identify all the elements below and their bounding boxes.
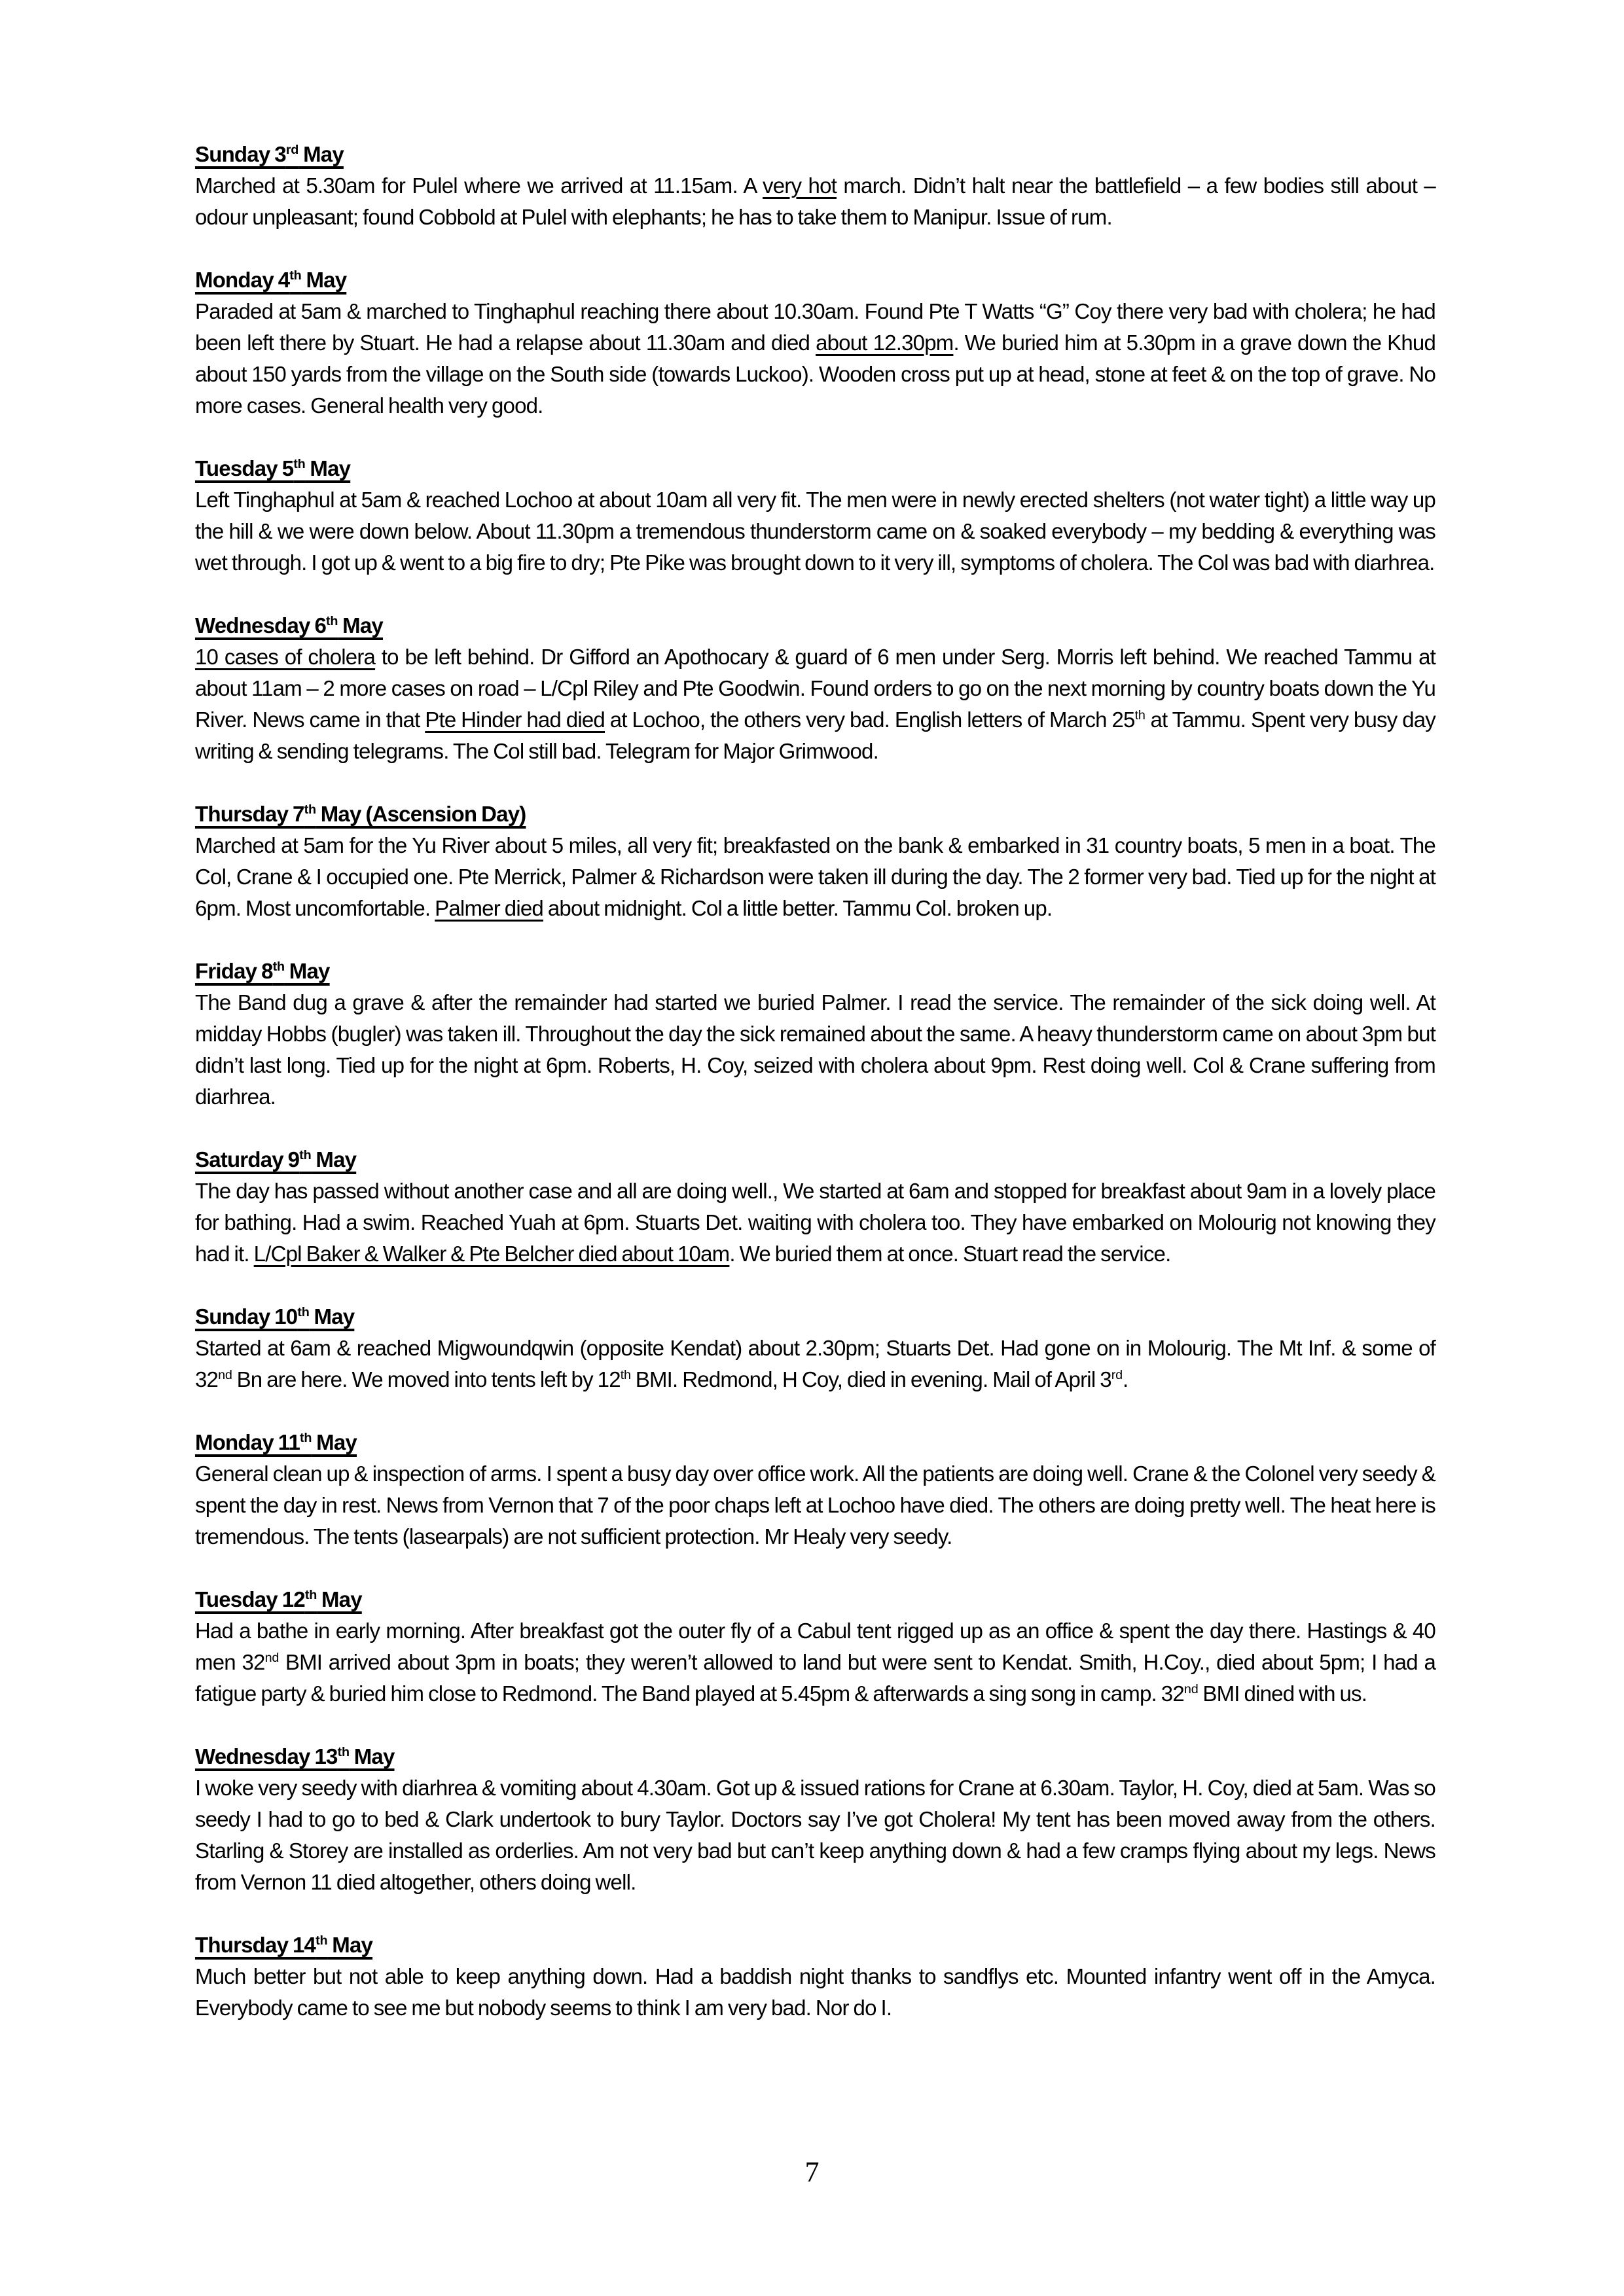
entry-date-text (195, 1744, 395, 1768)
text-run: The Band dug a grave & after the remainder had started we buried Palmer. I read the service. The remainder of the sick doing well. At midday Hobbs (bugler) was taken ill. Throughout the day the sick remained about the same. A heavy thunderstorm came on about 3pm but didn’t last long. Tied up for the night at 6pm. Roberts, H. Coy, seized with cholera about 9pm. Rest doing well. Col & Crane suffering from diarhrea. (195, 990, 1435, 1109)
diary-entry-wednesday-13th-may (195, 1741, 1435, 1898)
ordinal-superscript: th (299, 1148, 312, 1162)
ordinal-superscript: th (293, 457, 306, 471)
ordinal-superscript: th (272, 960, 285, 974)
text-run: Wednesday 13 (195, 1744, 338, 1768)
text-run: . We buried them at once. Stuart read the service. (729, 1242, 1171, 1266)
entry-date-heading (195, 1144, 1435, 1175)
entry-date-heading (195, 1427, 1435, 1458)
text-run: Saturday 9 (195, 1147, 300, 1172)
entry-date-text (195, 613, 383, 637)
text-run: Marched at 5.30am for Pulel where we arrived at 11.15am. A (195, 173, 763, 198)
text-run: The day has passed without another case and all are doing well., We started at 6am and stopped for breakfast about 9am in a lovely place for bathing. Had a swim. Reached Yuah at 6pm. Stuarts Det. waiting with cholera too. They have embarked on Molourig not knowing they had it. (195, 1179, 1435, 1266)
ordinal-superscript: th (304, 802, 316, 817)
text-run: Tuesday 12 (195, 1587, 305, 1611)
text-run: May (284, 959, 330, 983)
entry-date-heading (195, 264, 1435, 296)
entry-body-text (195, 987, 1435, 1113)
entry-date-heading (195, 1584, 1435, 1615)
text-run: Tuesday 5 (195, 456, 294, 480)
entry-date-heading (195, 1929, 1435, 1961)
underlined-phrase: about 12.30pm (816, 331, 954, 355)
text-run: BMI. Redmond, H Coy, died in evening. Mail of April 3 (630, 1367, 1111, 1391)
ordinal-superscript: nd (218, 1368, 232, 1382)
entry-body-text (195, 1333, 1435, 1395)
entry-body-text (195, 170, 1435, 233)
text-run: Marched at 5am for the Yu River about 5 miles, all very fit; breakfasted on the bank & embarked in 31 country boats, 5 men in a boat. The Col, Crane & I occupied one. Pte Merrick, Palmer & Richardson were taken ill during the day. The 2 former very bad. Tied up for the night at 6pm. Most uncomfortable. (195, 833, 1435, 920)
entry-body-text (195, 1961, 1435, 2024)
text-run: May (311, 1147, 357, 1172)
text-run: Paraded at 5am & marched to Tinghaphul reaching there about 10.30am. Found Pte T Watts “G” Coy there very bad with cholera; he had been left there by Stuart. He had a relapse about 11.30am and died (195, 299, 1435, 355)
diary-entries (195, 139, 1435, 2024)
ordinal-superscript: th (304, 1588, 317, 1602)
entry-date-heading (195, 139, 1435, 170)
text-run: Thursday 7 (195, 802, 304, 826)
underlined-phrase: Palmer died (435, 896, 543, 920)
ordinal-superscript: th (300, 1431, 312, 1445)
text-run: to be left behind. Dr Gifford an Apothocary & guard of 6 men under Serg. Morris left behind. We reached Tammu at about 11am – 2 more cases on road – L/Cpl Riley and Pte Goodwin. Found orders to go on the next morning by country boats down the Yu River. News came in that (195, 645, 1435, 732)
ordinal-superscript: th (326, 614, 338, 628)
diary-entry-thursday-7th-may-ascension-day (195, 798, 1435, 924)
entry-date-text (195, 1933, 372, 1957)
underlined-phrase: Pte Hinder had died (425, 708, 605, 732)
text-run: May (317, 1587, 362, 1611)
underlined-phrase: L/Cpl Baker & Walker & Pte Belcher died about 10am (253, 1242, 730, 1266)
text-run: May (305, 456, 351, 480)
entry-body-text (195, 830, 1435, 924)
text-run: . (1122, 1367, 1128, 1391)
text-run: Friday 8 (195, 959, 273, 983)
text-run: Monday 4 (195, 268, 290, 292)
text-run: Monday 11 (195, 1430, 300, 1454)
diary-entry-tuesday-12th-may (195, 1584, 1435, 1710)
text-run: Sunday 3 (195, 142, 286, 166)
entry-date-text (195, 1587, 362, 1611)
text-run: at Lochoo, the others very bad. English letters of March 25 (605, 708, 1135, 732)
text-run: Started at 6am & reached Migwoundqwin (opposite Kendat) about 2.30pm; Stuarts Det. Had gone on in Molourig. The Mt Inf. & some of 32 (195, 1336, 1435, 1391)
text-run: May (301, 268, 347, 292)
diary-entry-sunday-10th-may (195, 1301, 1435, 1395)
entry-date-text (195, 1147, 356, 1172)
text-run: General clean up & inspection of arms. I spent a busy day over office work. All the patients are doing well. Crane & the Colonel very seedy & spent the day in rest. News from Vernon that 7 of the poor chaps left at Lochoo have died. The others are doing pretty well. The heat here is tremendous. The tents (lasearpals) are not sufficient protection. Mr Healy very seedy. (195, 1462, 1435, 1549)
text-run: Thursday 14 (195, 1933, 316, 1957)
diary-entry-monday-4th-may (195, 264, 1435, 422)
ordinal-superscript: th (297, 1305, 310, 1319)
entry-body-text (195, 1615, 1435, 1710)
text-run: at Tammu. Spent very busy day writing & sending telegrams. The Col still bad. Telegram for Major Grimwood. (195, 708, 1435, 763)
entry-date-heading (195, 1741, 1435, 1772)
ordinal-superscript: nd (264, 1651, 280, 1665)
underlined-phrase: very hot (763, 173, 837, 198)
entry-date-text (195, 802, 526, 826)
text-run: May (338, 613, 383, 637)
diary-entry-wednesday-6th-may (195, 610, 1435, 767)
entry-date-text (195, 268, 346, 292)
text-run: march. Didn’t halt near the battlefield – a few bodies still about – odour unpleasant; found Cobbold at Pulel with elephants; he has to take them to Manipur. Issue of rum. (195, 173, 1435, 229)
text-run: BMI arrived about 3pm in boats; they weren’t allowed to land but were sent to Kendat. Smith, H.Coy., died about 5pm; I had a fatigue party & buried him close to Redmond. The Band played at 5.45pm & afterwards a sing song in camp. 32 (195, 1650, 1435, 1706)
entry-body-text (195, 484, 1435, 579)
text-run: May (298, 142, 344, 166)
text-run: I woke very seedy with diarhrea & vomiting about 4.30am. Got up & issued rations for Crane at 6.30am. Taylor, H. Coy, died at 5am. Was so seedy I had to go to bed & Clark undertook to bury Taylor. Doctors say I’ve got Cholera! My tent has been moved away from the others. Starling & Storey are installed as orderlies. Am not very bad but can’t keep anything down & had a few cramps flying about my legs. News from Vernon 11 died altogether, others doing well. (195, 1776, 1435, 1894)
entry-date-heading (195, 956, 1435, 987)
ordinal-superscript: rd (1111, 1368, 1123, 1382)
diary-entry-monday-11th-may (195, 1427, 1435, 1552)
entry-date-text (195, 1430, 357, 1454)
text-run: May (Ascension Day) (316, 802, 526, 826)
entry-body-text (195, 296, 1435, 422)
ordinal-superscript: th (289, 268, 302, 283)
ordinal-superscript: th (620, 1368, 631, 1382)
text-run: May (349, 1744, 395, 1768)
page-number: 7 (804, 2156, 820, 2188)
entry-body-text (195, 1772, 1435, 1898)
diary-entry-sunday-3rd-may (195, 139, 1435, 233)
text-run: about midnight. Col a little better. Tammu Col. broken up. (543, 896, 1053, 920)
diary-entry-friday-8th-may (195, 956, 1435, 1113)
text-run: Had a bathe in early morning. After breakfast got the outer fly of a Cabul tent rigged up as an office & spent the day there. Hastings & 40 men 32 (195, 1619, 1435, 1674)
text-run: May (327, 1933, 373, 1957)
entry-body-text (195, 641, 1435, 767)
entry-date-text (195, 959, 330, 983)
entry-body-text (195, 1458, 1435, 1552)
diary-entry-thursday-14th-may (195, 1929, 1435, 2024)
text-run: Much better but not able to keep anything down. Had a baddish night thanks to sandflys etc. Mounted infantry went off in the Amyca. Everybody came to see me but nobody seems to think I am very bad. Nor do I. (195, 1964, 1435, 2020)
entry-date-heading (195, 610, 1435, 641)
text-run: May (312, 1430, 357, 1454)
ordinal-superscript: th (337, 1745, 350, 1759)
entry-date-heading (195, 453, 1435, 484)
ordinal-superscript: th (316, 1933, 328, 1948)
entry-date-heading (195, 798, 1435, 830)
entry-date-text (195, 142, 344, 166)
entry-body-text (195, 1175, 1435, 1270)
text-run: May (309, 1304, 355, 1329)
text-run: Bn are here. We moved into tents left by 12 (232, 1367, 621, 1391)
ordinal-superscript: rd (285, 143, 299, 157)
underlined-phrase: 10 cases of cholera (195, 645, 376, 669)
ordinal-superscript: nd (1183, 1682, 1199, 1696)
text-run: Left Tinghaphul at 5am & reached Lochoo at about 10am all very fit. The men were in newly erected shelters (not water tight) a little way up the hill & we were down below. About 11.30pm a tremendous thunderstorm came on & soaked everybody – my bedding & everything was wet through. I got up & went to a big fire to dry; Pte Pike was brought down to it very ill, symptoms of cholera. The Col was bad with diarhrea. (195, 488, 1435, 575)
entry-date-text (195, 1304, 354, 1329)
entry-date-text (195, 456, 350, 480)
text-run: . We buried him at 5.30pm in a grave down the Khud about 150 yards from the village on the South side (towards Luckoo). Wooden cross put up at head, stone at feet & on the top of grave. No more cases. General health very good. (195, 331, 1435, 418)
diary-entry-saturday-9th-may (195, 1144, 1435, 1270)
text-run: BMI dined with us. (1198, 1681, 1367, 1706)
entry-date-heading (195, 1301, 1435, 1333)
diary-entry-tuesday-5th-may (195, 453, 1435, 579)
ordinal-superscript: th (1134, 708, 1146, 723)
text-run: Sunday 10 (195, 1304, 298, 1329)
text-run: Wednesday 6 (195, 613, 327, 637)
